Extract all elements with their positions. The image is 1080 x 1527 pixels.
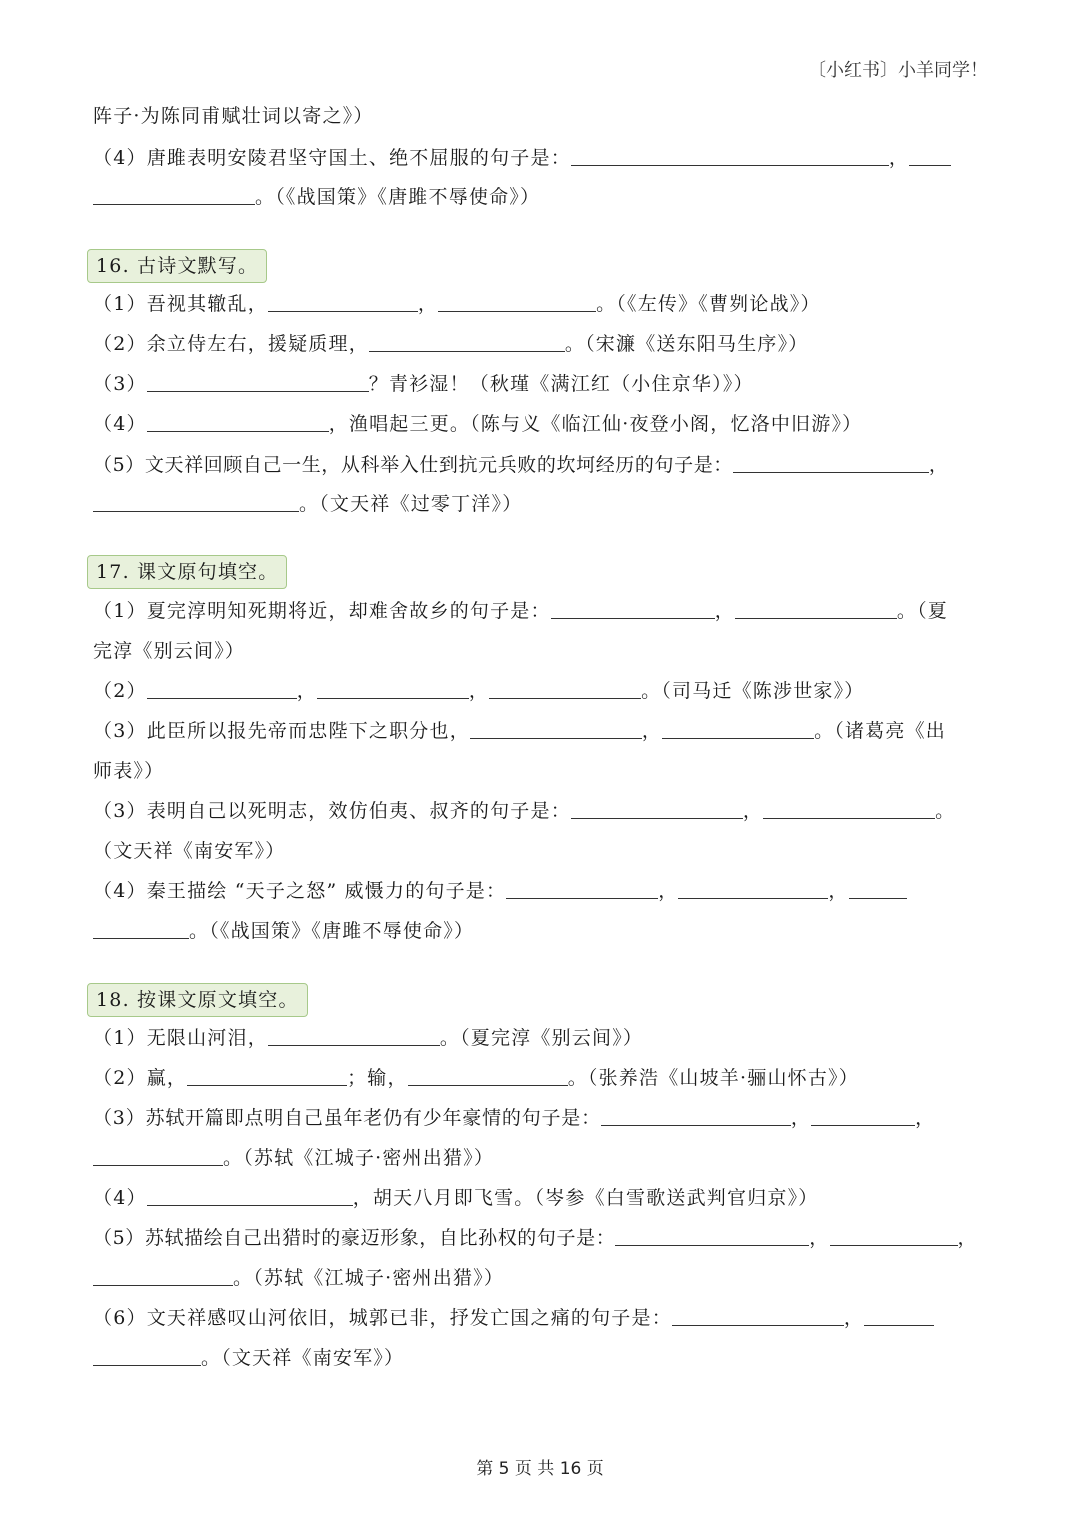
question-line xyxy=(93,1184,988,1212)
question-line xyxy=(93,370,988,398)
answer-blank[interactable] xyxy=(438,291,596,312)
punctuation: ， xyxy=(843,1307,865,1329)
question-text: （3）此臣所以报先帝而忠陛下之职分也， xyxy=(93,720,470,742)
answer-blank[interactable] xyxy=(147,371,369,392)
punctuation: ， xyxy=(957,1227,978,1249)
punctuation: ， xyxy=(641,720,663,742)
question-line xyxy=(93,877,988,905)
question-text: 师表》） xyxy=(93,760,165,782)
question-text: （5）苏轼描绘自己出猎时的豪迈形象，自比孙权的句子是： xyxy=(93,1227,616,1249)
question-line xyxy=(93,290,988,318)
question-line xyxy=(93,1144,988,1172)
punctuation: ， xyxy=(296,680,317,702)
punctuation: ， xyxy=(468,680,490,702)
question-line xyxy=(93,1024,988,1052)
page-footer: 第 5 页 共 16 页 xyxy=(476,1459,604,1479)
section-title-18: 18. 按课文原文填空。 xyxy=(87,983,308,1017)
answer-blank[interactable] xyxy=(408,1065,568,1086)
question-text: 。（苏轼《江城子·密州出猎》） xyxy=(233,1267,505,1289)
answer-blank[interactable] xyxy=(662,718,814,739)
question-line xyxy=(93,144,988,172)
punctuation: ， xyxy=(658,880,679,902)
answer-blank[interactable] xyxy=(93,1145,223,1166)
answer-blank[interactable] xyxy=(268,1025,440,1046)
answer-blank[interactable] xyxy=(678,878,828,899)
answer-blank[interactable] xyxy=(147,411,329,432)
question-text: 。（司马迁《陈涉世家》） xyxy=(641,680,865,702)
question-text: （1）夏完淳明知死期将近，却难舍故乡的句子是： xyxy=(93,600,551,622)
answer-blank[interactable] xyxy=(147,1185,353,1206)
question-line xyxy=(93,1304,988,1332)
question-line xyxy=(93,451,988,479)
answer-blank[interactable] xyxy=(864,1305,934,1326)
question-text: 。（文天祥《过零丁洋》） xyxy=(299,493,523,515)
punctuation: ， xyxy=(809,1227,830,1249)
answer-blank[interactable] xyxy=(93,491,299,512)
answer-blank[interactable] xyxy=(735,598,897,619)
answer-blank[interactable] xyxy=(489,678,641,699)
question-text: 。（文天祥《南安军》） xyxy=(201,1347,405,1369)
page-header: 〔小红书〕小羊同学！ xyxy=(808,60,988,81)
answer-blank[interactable] xyxy=(470,718,642,739)
answer-blank[interactable] xyxy=(571,798,743,819)
answer-blank[interactable] xyxy=(571,145,889,166)
answer-blank[interactable] xyxy=(93,1265,233,1286)
answer-blank[interactable] xyxy=(830,1225,958,1246)
question-text: ，胡天八月即飞雪。（岑参《白雪歌送武判官归京》） xyxy=(352,1187,819,1209)
punctuation: ， xyxy=(714,600,735,622)
question-text: 。（张养浩《山坡羊·骊山怀古》） xyxy=(567,1067,859,1089)
punctuation: ， xyxy=(742,800,764,822)
answer-blank[interactable] xyxy=(811,1105,915,1126)
question-text: 。（《左传》《曹刿论战》） xyxy=(596,293,821,315)
question-text: （2）余立侍左右，援疑质理， xyxy=(93,333,369,355)
answer-blank[interactable] xyxy=(147,678,297,699)
question-text: （4） xyxy=(93,413,147,435)
answer-blank[interactable] xyxy=(317,678,469,699)
answer-blank[interactable] xyxy=(506,878,658,899)
question-text: 。（宋濂《送东阳马生序》） xyxy=(564,333,809,355)
question-text: （1）吾视其辙乱， xyxy=(93,293,268,315)
question-text: （2）赢， xyxy=(93,1067,188,1089)
answer-blank[interactable] xyxy=(93,1345,201,1366)
question-text: 。（夏完淳《别云间》） xyxy=(439,1027,644,1049)
punctuation: ， xyxy=(828,880,849,902)
question-line xyxy=(93,757,988,785)
question-line xyxy=(93,1264,988,1292)
punctuation: ， xyxy=(928,454,950,476)
question-line xyxy=(93,410,988,438)
question-line xyxy=(93,102,988,130)
question-line xyxy=(93,330,988,358)
question-line xyxy=(93,490,988,518)
question-line xyxy=(93,1064,988,1092)
question-line xyxy=(93,837,988,865)
question-line xyxy=(93,797,988,825)
question-line xyxy=(93,1104,988,1132)
question-text: ，渔唱起三更。（陈与义《临江仙·夜登小阁，忆洛中旧游》） xyxy=(328,413,863,435)
answer-blank[interactable] xyxy=(615,1225,809,1246)
question-text: 。（夏 xyxy=(896,600,949,622)
question-text: （1）无限山河泪， xyxy=(93,1027,268,1049)
answer-blank[interactable] xyxy=(909,145,951,166)
answer-blank[interactable] xyxy=(763,798,935,819)
question-text: （5）文天祥回顾自己一生，从科举入仕到抗元兵败的坎坷经历的句子是： xyxy=(93,454,733,476)
answer-blank[interactable] xyxy=(849,878,907,899)
punctuation: 。 xyxy=(935,800,956,822)
question-line xyxy=(93,183,988,211)
answer-blank[interactable] xyxy=(187,1065,347,1086)
punctuation: ， xyxy=(888,147,910,169)
answer-blank[interactable] xyxy=(601,1105,791,1126)
question-line xyxy=(93,597,988,625)
question-text: ；输， xyxy=(347,1067,408,1089)
question-text: 。（《战国策》《唐雎不辱使命》） xyxy=(255,186,541,208)
question-text: （4） xyxy=(93,1187,147,1209)
punctuation: ， xyxy=(417,293,439,315)
question-text: （3）苏轼开篇即点明自己虽年老仍有少年豪情的句子是： xyxy=(93,1107,601,1129)
question-line xyxy=(93,677,988,705)
question-line xyxy=(93,917,988,945)
question-text: （4）唐雎表明安陵君坚守国土、绝不屈服的句子是： xyxy=(93,147,571,169)
answer-blank[interactable] xyxy=(93,918,189,939)
section-title-17: 17. 课文原句填空。 xyxy=(87,555,287,589)
answer-blank[interactable] xyxy=(551,598,715,619)
question-line xyxy=(93,637,988,665)
question-text: 。（诸葛亮《出 xyxy=(814,720,946,742)
answer-blank[interactable] xyxy=(672,1305,844,1326)
punctuation: ， xyxy=(915,1107,936,1129)
question-text: （3）表明自己以死明志，效仿伯夷、叔齐的句子是： xyxy=(93,800,571,822)
question-line xyxy=(93,1224,988,1252)
question-text: （4）秦王描绘 “天子之怒” 威慑力的句子是： xyxy=(93,880,507,902)
question-text: （3） xyxy=(93,373,147,395)
question-text: （文天祥《南安军》） xyxy=(93,840,286,862)
answer-blank[interactable] xyxy=(268,291,418,312)
question-text: （2） xyxy=(93,680,147,702)
answer-blank[interactable] xyxy=(733,452,929,473)
question-text: （6）文天祥感叹山河依旧，城郭已非，抒发亡国之痛的句子是： xyxy=(93,1307,672,1329)
question-line xyxy=(93,717,988,745)
question-text: 完淳《别云间》） xyxy=(93,640,246,662)
question-text: ？青衫湿！（秋瑾《满江红（小住京华）》） xyxy=(368,373,754,395)
question-text: 。（《战国策》《唐雎不辱使命》） xyxy=(189,920,475,942)
punctuation: ， xyxy=(790,1107,812,1129)
question-line xyxy=(93,1344,988,1372)
answer-blank[interactable] xyxy=(93,184,255,205)
question-text: 。（苏轼《江城子·密州出猎》） xyxy=(223,1147,495,1169)
answer-blank[interactable] xyxy=(369,331,565,352)
section-title-16: 16. 古诗文默写。 xyxy=(87,249,267,283)
question-text: 阵子·为陈同甫赋壮词以寄之》） xyxy=(93,105,374,127)
